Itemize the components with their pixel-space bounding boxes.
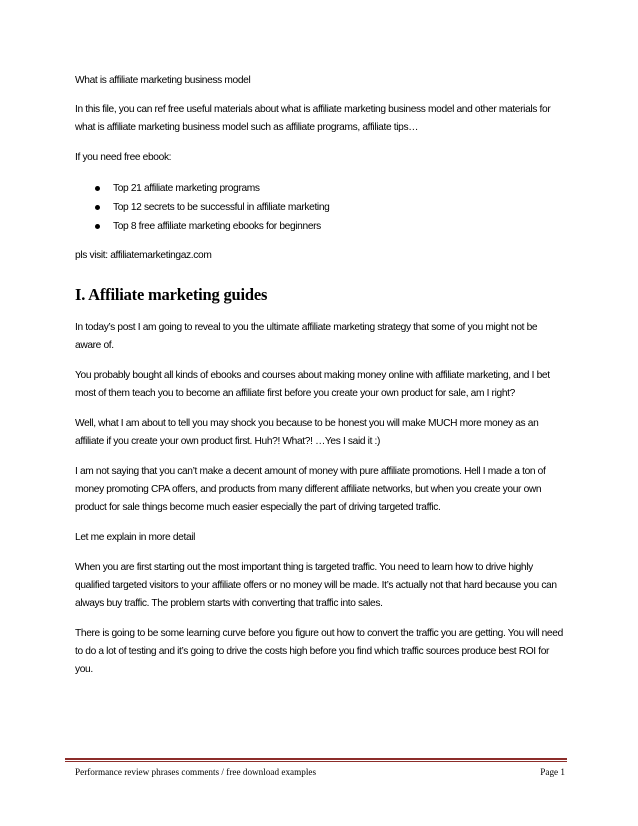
body-paragraph: I am not saying that you can’t make a decent amount of money with pure affiliate promotions. Hell I made a ton of money promoting CPA offers, and products from many different affiliate networks, but when you create your own product for sale things become much easier especially the part of driving targeted traffic. [75,466,546,513]
page-footer [75,767,565,777]
visit-line: pls visit: affiliatemarketingaz.com [75,250,212,261]
list-item [75,217,565,236]
document-title-line: What is affiliate marketing business model [75,75,251,86]
bullet-icon [95,186,100,191]
list-item [75,179,565,198]
list-item-label: Top 21 affiliate marketing programs [113,183,260,194]
footer-divider [65,758,567,760]
body-paragraph: In today’s post I am going to reveal to you the ultimate affiliate marketing strategy that some of you might not be aware of. [75,322,538,351]
bullet-icon [95,205,100,210]
body-paragraph: There is going to be some learning curve before you figure out how to convert the traffic you are getting. You will need to do a lot of testing and it’s going to drive the costs high before you find which traffic sources produce best ROI for you. [75,628,563,675]
page-number: Page 1 [540,767,565,777]
page-content [75,72,565,691]
list-item-label: Top 8 free affiliate marketing ebooks for beginners [113,221,321,232]
footer-title: Performance review phrases comments / free download examples [75,767,317,777]
ebook-prompt: If you need free ebook: [75,152,172,163]
body-paragraph: When you are first starting out the most important thing is targeted traffic. You need to learn how to drive highly qualified targeted visitors to your affiliate offers or no money will be made. It’s actually not that hard because you can always buy traffic. The problem starts with converting that traffic into sales. [75,562,557,609]
footer-divider-thin [65,761,567,762]
body-paragraph: You probably bought all kinds of ebooks and courses about making money online with affiliate marketing, and I bet most of them teach you to become an affiliate first before you create your own product for sale, am I right? [75,370,550,399]
list-item [75,198,565,217]
ebook-list [75,179,565,236]
section-heading: I. Affiliate marketing guides [75,285,268,304]
bullet-icon [95,224,100,229]
body-paragraph: Let me explain in more detail [75,532,196,543]
list-item-label: Top 12 secrets to be successful in affiliate marketing [113,202,330,213]
intro-paragraph: In this file, you can ref free useful materials about what is affiliate marketing business model and other materials for what is affiliate marketing business model such as affiliate programs, affiliate tips… [75,104,551,133]
body-paragraph: Well, what I am about to tell you may shock you because to be honest you will make MUCH more money as an affiliate if you create your own product first. Huh?! What?! …Yes I said it :) [75,418,539,447]
